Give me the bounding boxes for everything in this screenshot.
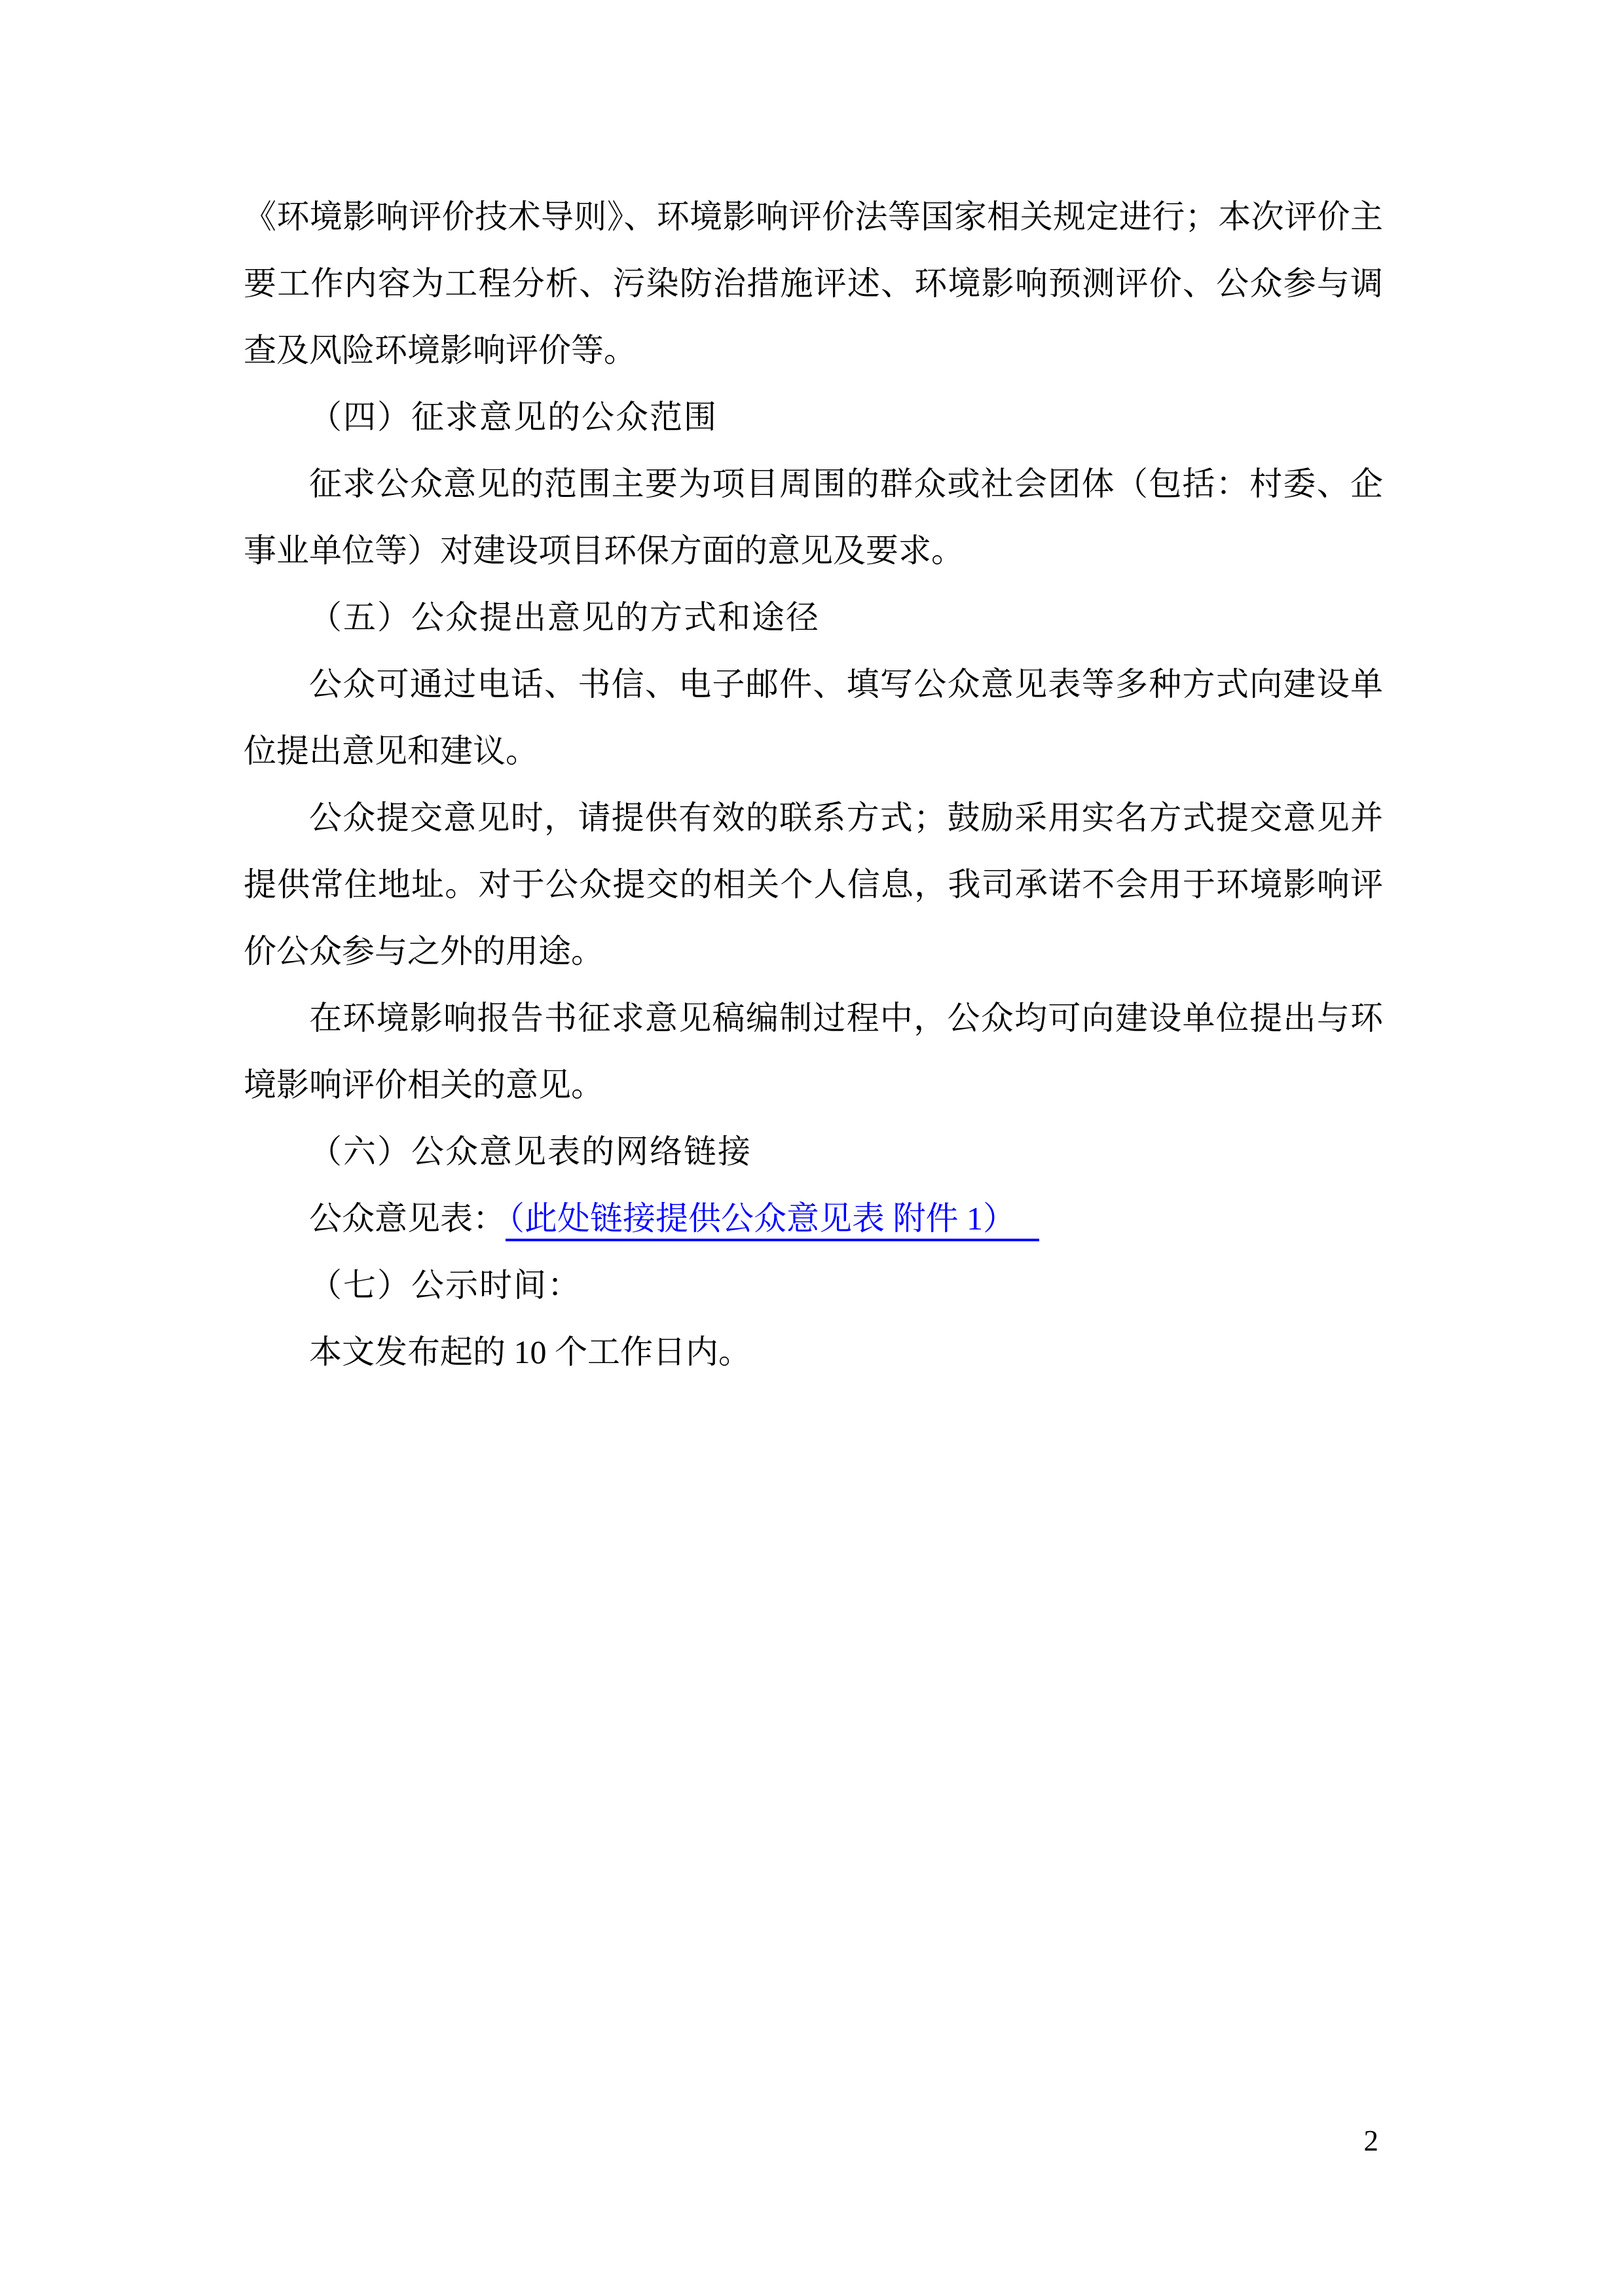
heading-section-7: （七）公示时间： (309, 1267, 581, 1303)
heading-section-4: （四）征求意见的公众范围 (309, 399, 718, 435)
section-5-paragraph-2: 公众提交意见时，请提供有效的联系方式；鼓励采用实名方式提交意见并提供常住地址。对于公众提交的相关个人信息，我司承诺不会用于环境影响评价公众参与之外的用途。 (244, 799, 1383, 970)
link-line-paragraph (244, 1185, 1383, 1252)
heading-section-6: （六）公众意见表的网络链接 (309, 1133, 752, 1170)
section-7-paragraph: 本文发布起的 10 个工作日内。 (309, 1334, 751, 1370)
page-number: 2 (1363, 2124, 1378, 2157)
section-4-paragraph: 征求公众意见的范围主要为项目周围的群众或社会团体（包括：村委、企事业单位等）对建设项目环保方面的意见及要求。 (244, 465, 1383, 569)
document-body (244, 183, 1383, 1385)
intro-continuation-paragraph: 《环境影响评价技术导则》、环境影响评价法等国家相关规定进行；本次评价主要工作内容为工程分析、污染防治措施评述、环境影响预测评价、公众参与调查及风险环境影响评价等。 (244, 198, 1383, 369)
link-line-label: 公众意见表： (309, 1200, 506, 1237)
section-5-paragraph-3: 在环境影响报告书征求意见稿编制过程中，公众均可向建设单位提出与环境影响评价相关的意见。 (244, 1000, 1383, 1103)
public-comment-form-link[interactable]: （此处链接提供公众意见表 附件 1） (506, 1200, 1039, 1241)
section-5-paragraph-1: 公众可通过电话、书信、电子邮件、填写公众意见表等多种方式向建设单位提出意见和建议。 (244, 666, 1383, 769)
heading-section-5: （五）公众提出意见的方式和途径 (309, 599, 820, 636)
